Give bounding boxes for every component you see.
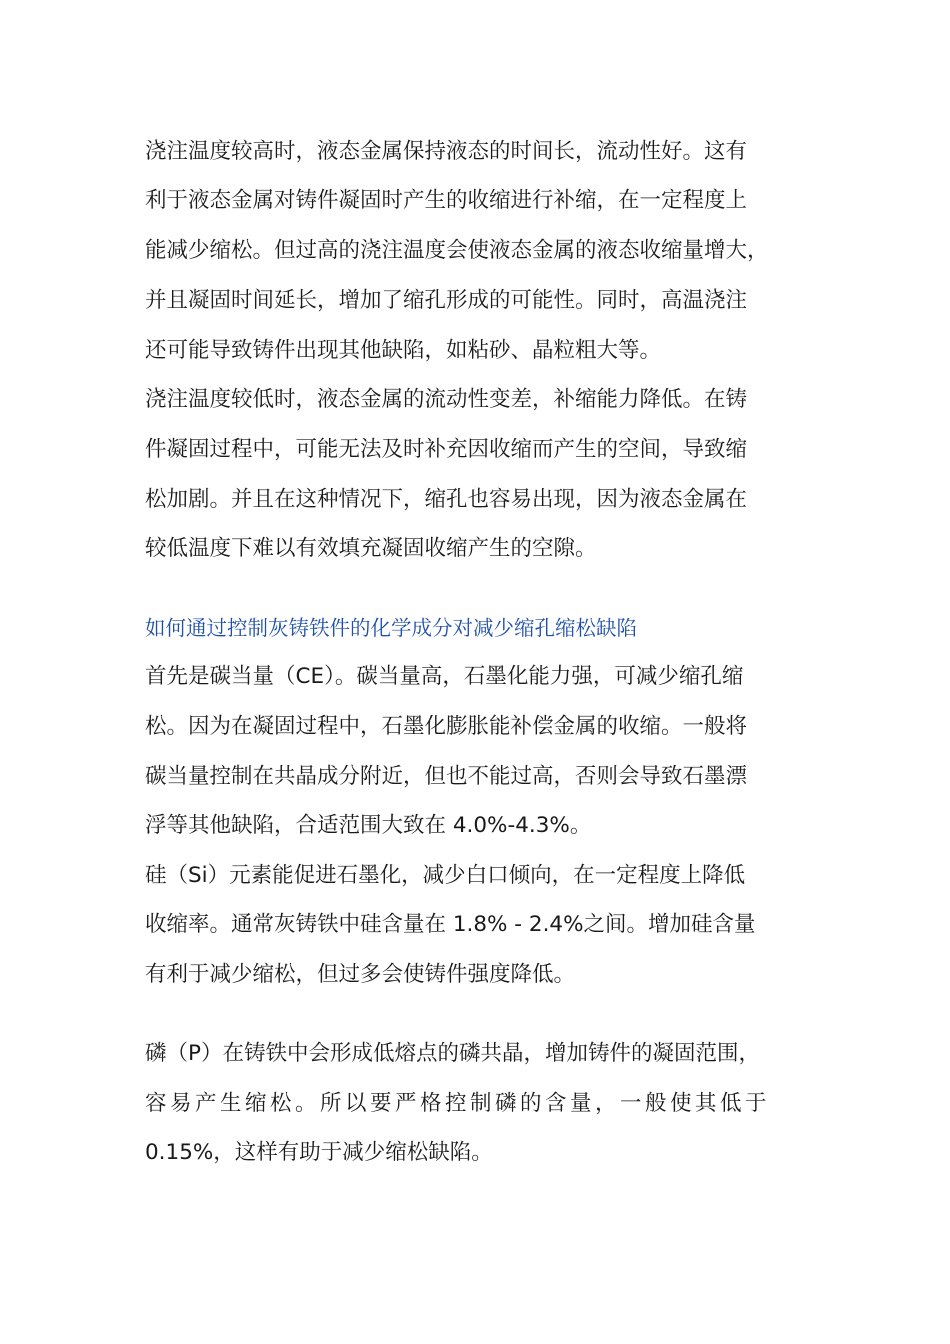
text-line: 浇注温度较高时，液态金属保持液态的时间长，流动性好。这有 [145, 139, 748, 164]
text-line: 利于液态金属对铸件凝固时产生的收缩进行补缩，在一定程度上 [145, 188, 748, 213]
text-line: 0.15%，这样有助于减少缩松缺陷。 [145, 1140, 493, 1165]
text-line: 松。因为在凝固过程中，石墨化膨胀能补偿金属的收缩。一般将 [145, 714, 748, 739]
text-line: 容易产生缩松。所以要严格控制磷的含量，一般使其低于 [145, 1091, 771, 1116]
text-line: 有利于减少缩松，但过多会使铸件强度降低。 [145, 962, 576, 987]
text-line: 较低温度下难以有效填充凝固收缩产生的空隙。 [145, 536, 597, 561]
text-line: 收缩率。通常灰铸铁中硅含量在 1.8% - 2.4%之间。增加硅含量 [145, 912, 756, 937]
text-line: 还可能导致铸件出现其他缺陷，如粘砂、晶粒粗大等。 [145, 338, 662, 363]
text-line: 碳当量控制在共晶成分附近，但也不能过高，否则会导致石墨漂 [145, 764, 748, 789]
text-line: 硅（Si）元素能促进石墨化，减少白口倾向，在一定程度上降低 [145, 863, 746, 888]
text-line: 件凝固过程中，可能无法及时补充因收缩而产生的空间，导致缩 [145, 437, 748, 462]
text-line: 并且凝固时间延长，增加了缩孔形成的可能性。同时，高温浇注 [145, 288, 748, 313]
text-line: 磷（P）在铸铁中会形成低熔点的磷共晶，增加铸件的凝固范围， [145, 1041, 760, 1066]
text-line: 松加剧。并且在这种情况下，缩孔也容易出现，因为液态金属在 [145, 487, 748, 512]
text-line: 浇注温度较低时，液态金属的流动性变差，补缩能力降低。在铸 [145, 387, 748, 412]
text-line: 首先是碳当量（CE）。碳当量高，石墨化能力强，可减少缩孔缩 [145, 664, 744, 689]
text-line: 能减少缩松。但过高的浇注温度会使液态金属的液态收缩量增大， [145, 238, 769, 263]
text-line: 浮等其他缺陷，合适范围大致在 4.0%-4.3%。 [145, 813, 592, 838]
section-heading: 如何通过控制灰铸铁件的化学成分对减少缩孔缩松缺陷 [145, 616, 637, 640]
